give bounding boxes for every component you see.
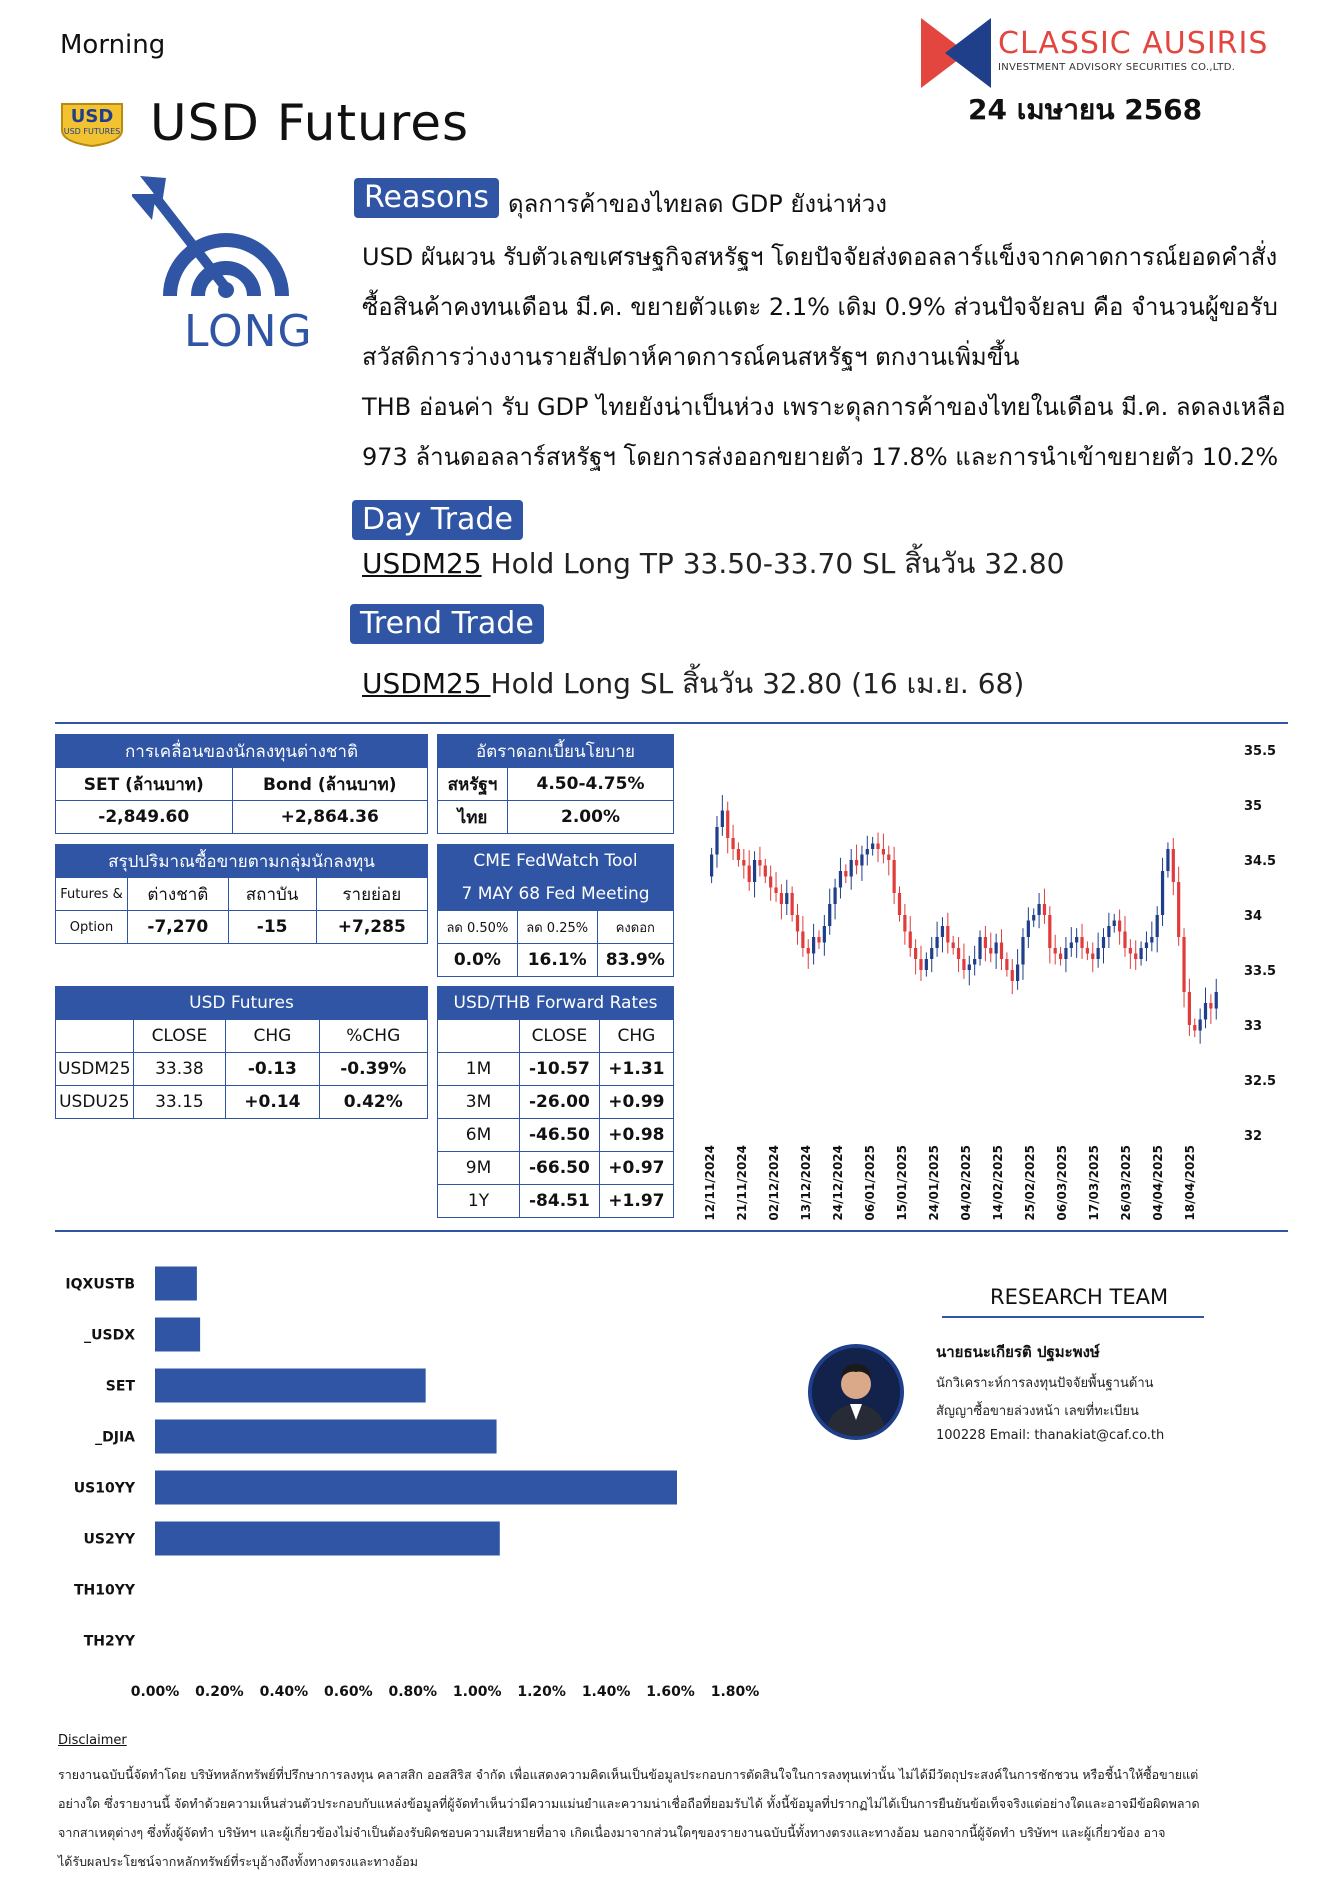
candle-body [1043,904,1046,915]
forward-rates-table [437,986,674,1218]
analyst-role: นักวิเคราะห์การลงทุนปัจจัยพื้นฐานด้าน [936,1376,1154,1391]
candle-body [887,855,890,861]
candle-body [984,937,987,948]
candle-body [1080,937,1083,948]
futures-chg: +0.14 [226,1086,319,1119]
analyst-photo-icon [812,1348,900,1436]
candle-body [796,915,799,932]
candle-body [1123,932,1126,949]
candle-body [780,893,783,904]
candle-body [1209,1003,1212,1009]
table-row [56,1053,428,1086]
research-team-underline [942,1316,1204,1318]
candle-body [925,959,928,970]
candle-body [1054,948,1057,954]
usd-futures-table [55,986,428,1119]
forward-chg: +0.98 [599,1119,673,1152]
trend-trade-text: Hold Long SL สิ้นวัน 32.80 (16 เม.ย. 68) [490,667,1025,700]
foreign-flow-col: SET (ล้านบาท) [56,768,233,801]
foreign-flow-bond: +2,864.36 [232,801,428,834]
usd-futures-col: CHG [226,1020,319,1053]
candle-body [1139,948,1142,959]
edition-label: Morning [60,30,166,60]
candle-body [1059,954,1062,960]
report-date: 24 เมษายน 2568 [968,93,1203,126]
policy-rate-table [437,734,674,834]
candle-body [876,844,879,850]
x-tick-label: 1.60% [646,1684,695,1700]
table-row [438,1152,674,1185]
candle-body [726,811,729,839]
analyst-license: สัญญาซื้อขายล่วงหน้า เลขที่ทะเบียน [936,1404,1139,1419]
y-tick-label: 34.5 [1244,854,1277,869]
candle-body [957,948,960,959]
bar-category-label: US10YY [73,1480,135,1497]
candle-body [871,844,874,850]
trend-trade-tag: Trend Trade [350,604,544,644]
divider-middle [55,1230,1288,1232]
candle-body [1070,943,1073,949]
bar-category-label: _USDX [84,1327,135,1344]
x-tick-label: 0.00% [130,1684,180,1700]
candle-body [812,937,815,954]
candle-body [1064,948,1067,959]
candle-body [898,893,901,915]
disclaimer-line: จากสาเหตุต่างๆ ซึ่งทั้งผู้จัดทำ บริษัทฯ และผู้เกี่ยวข้องไม่จำเป็นต้องรับผิดชอบความเสียหายที่อาจ เกิดเนื่องมาจากส่วนใดๆของรายงานฉบับนี้ทั้งทางตรงและทางอ้อม นอกจากนี้ผู้จัดทำ บริษัทฯ และผู้เกี่ยวข้อง อาจ [58,1825,1166,1840]
candle-body [903,915,906,932]
x-tick-label: 1.00% [452,1684,502,1700]
forward-close: -10.57 [520,1053,600,1086]
forward-tenor: 6M [438,1119,520,1152]
investor-col: ต่างชาติ [128,878,229,911]
x-tick-label: 04/04/2025 [1151,1145,1165,1221]
futures-name: USDU25 [56,1086,134,1119]
research-team-title: RESEARCH TEAM [990,1285,1169,1309]
disclaimer-line: อย่างใด ซึ่งรายงานนี้ จัดทำด้วยความเห็นส่วนตัวประกอบกับแหล่งข้อมูลที่ผู้จัดทำเห็นว่ามีความแม่นยำและความน่าเชื่อถือที่ยอมรับได้ ทั้งนี้ข้อมูลที่ปรากฏไม่ได้เป็นการยืนยันข้อเท็จจริงแต่อย่างใดและอาจมีข้อผิดพลาด [58,1796,1200,1811]
reasons-headline: ดุลการค้าของไทยลด GDP ยังน่าห่วง [508,190,887,218]
candle-body [758,860,761,866]
candle-body [930,948,933,959]
candle-body [1150,937,1153,943]
bar-category-label: TH10YY [73,1582,135,1599]
badge-text: USD FUTURES [63,127,121,136]
candle-body [742,860,745,866]
investor-value: +7,285 [316,911,427,944]
policy-rate-value: 2.00% [508,801,674,834]
investor-row-label: Option [56,911,128,944]
x-tick-label: 02/12/2024 [767,1145,781,1221]
candle-body [855,860,858,866]
candle-body [1048,915,1051,948]
candle-body [995,943,998,954]
reason-line: 973 ล้านดอลลาร์สหรัฐฯ โดยการส่งออกขยายตัว 17.8% และการนำเข้าขยายตัว 10.2% [362,443,1279,471]
candle-body [1161,871,1164,915]
x-tick-label: 25/02/2025 [1023,1145,1037,1221]
table-row [438,1185,674,1218]
signal-label: LONG [184,306,313,357]
candle-body [844,871,847,877]
forward-close: -66.50 [520,1152,600,1185]
brand-name: CLASSIC AUSIRIS [998,26,1269,61]
candle-body [731,838,734,849]
candle-body [1086,948,1089,954]
candle-body [1199,1020,1202,1031]
foreign-flow-title: การเคลื่อนของนักลงทุนต่างชาติ [56,735,428,768]
candle-body [1145,943,1148,949]
analyst-email: 100228 Email: thanakiat@caf.co.th [936,1428,1165,1443]
candle-body [785,893,788,904]
page-title: USD Futures [150,94,470,152]
candle-body [1118,921,1121,932]
reasons-tag: Reasons [354,178,499,218]
futures-name: USDM25 [56,1053,134,1086]
analyst-avatar [808,1344,904,1440]
y-tick-label: 32 [1244,1129,1263,1144]
investor-summary-title: สรุปปริมาณซื้อขายตามกลุ่มนักลงทุน [56,845,428,878]
usd-futures-col: CLOSE [133,1020,226,1053]
day-trade-tag: Day Trade [352,500,523,540]
reason-line: สวัสดิการว่างงานรายสัปดาห์คาดการณ์คนสหรัฐฯ ตกงานเพิ่มขึ้น [362,343,1020,371]
forward-col: CLOSE [520,1020,600,1053]
candle-body [1193,1025,1196,1031]
usd-futures-title: USD Futures [56,987,428,1020]
candle-body [1107,926,1110,937]
candle-body [817,937,820,943]
candle-body [893,860,896,893]
candle-body [1172,849,1175,882]
forward-close: -46.50 [520,1119,600,1152]
candle-body [1016,965,1019,982]
trend-trade-code: USDM25 [362,667,491,700]
forward-col: CHG [599,1020,673,1053]
forward-col [438,1020,520,1053]
bar-category-label: SET [105,1378,135,1395]
x-tick-label: 12/11/2024 [703,1145,717,1221]
x-tick-label: 26/03/2025 [1119,1145,1133,1221]
candle-body [1215,992,1218,1009]
y-tick-label: 32.5 [1244,1074,1277,1089]
candle-body [919,959,922,970]
y-tick-label: 35 [1244,799,1263,814]
reason-line: ซื้อสินค้าคงทนเดือน มี.ค. ขยายตัวแตะ 2.1% เดิม 0.9% ส่วนปัจจัยลบ คือ จำนวนผู้ขอรับ [362,293,1278,321]
x-tick-label: 06/01/2025 [863,1145,877,1221]
candle-body [978,937,981,959]
candle-body [989,948,992,954]
investor-row-label: Futures & [56,878,128,911]
candle-body [866,849,869,855]
candle-body [1027,921,1030,938]
x-tick-label: 15/01/2025 [895,1145,909,1221]
forward-tenor: 1M [438,1053,520,1086]
disclaimer-line: ได้รับผลประโยชน์จากหลักทรัพย์ที่ระบุอ้างถึงทั้งทางตรงและทางอ้อม [58,1854,418,1869]
table-row [438,1086,674,1119]
candle-body [1000,943,1003,960]
y-tick-label: 35.5 [1244,744,1277,759]
forward-chg: +0.99 [599,1086,673,1119]
candle-body [973,959,976,965]
candle-body [1102,937,1105,948]
y-tick-label: 34 [1244,909,1263,924]
bar [155,1369,426,1403]
futures-pct: 0.42% [319,1086,427,1119]
candle-body [753,860,756,882]
x-tick-label: 0.60% [324,1684,373,1700]
investor-value: -15 [228,911,316,944]
policy-rate-label: ไทย [438,801,508,834]
brand-subtitle: INVESTMENT ADVISORY SECURITIES CO.,LTD. [998,62,1236,73]
x-tick-label: 06/03/2025 [1055,1145,1069,1221]
candle-body [1021,937,1024,965]
fedwatch-value: 0.0% [438,944,518,977]
table-row [56,1086,428,1119]
candle-body [764,866,767,877]
fedwatch-table [437,844,674,977]
candle-body [839,871,842,888]
candle-body [710,855,713,877]
candle-body [774,888,777,894]
bar [155,1420,497,1454]
policy-rate-title: อัตราดอกเบี้ยนโยบาย [438,735,674,768]
candle-body [968,965,971,971]
day-trade-line [362,542,1064,586]
disclaimer-line: รายงานฉบับนี้จัดทำโดย บริษัทหลักทรัพย์ที่ปรึกษาการลงทุน คลาสสิก ออสสิริส จำกัด เพื่อแสดงความคิดเห็นเป็นข้อมูลประกอบการตัดสินใจในการลงทุนเท่านั้น ไม่ได้มีวัตถุประสงค์ในการชักชวน หรือชี้นำให้ซื้อขายแต่ [58,1767,1199,1782]
fedwatch-title: CME FedWatch Tool [438,845,674,878]
candle-body [833,888,836,905]
candle-body [715,827,718,855]
bar [155,1471,677,1505]
fedwatch-meeting: 7 MAY 68 Fed Meeting [438,878,674,911]
investor-col: สถาบัน [228,878,316,911]
candle-body [801,932,804,949]
forward-close: -84.51 [520,1185,600,1218]
forward-chg: +1.97 [599,1185,673,1218]
bar-category-label: US2YY [83,1531,135,1548]
candle-body [909,932,912,949]
fedwatch-col: คงดอก [597,911,673,944]
candle-body [1129,948,1132,954]
fedwatch-col: ลด 0.25% [517,911,597,944]
day-trade-code: USDM25 [362,547,482,580]
candle-body [823,926,826,943]
candle-body [1091,954,1094,960]
forward-chg: +1.31 [599,1053,673,1086]
analyst-name: นายธนะเกียรติ ปฐมะพงษ์ [936,1343,1100,1361]
x-tick-label: 18/04/2025 [1183,1145,1197,1221]
candle-body [1188,992,1191,1025]
candle-body [748,866,751,883]
usd-futures-col: %CHG [319,1020,427,1053]
candle-body [1182,937,1185,992]
table-row [438,1119,674,1152]
futures-chg: -0.13 [226,1053,319,1086]
market-change-bar-chart [55,1240,775,1710]
candle-body [1177,882,1180,937]
reason-line: USD ผันผวน รับตัวเลขเศรษฐกิจสหรัฐฯ โดยปัจจัยส่งดอลลาร์แข็งจากคาดการณ์ยอดคำสั่ง [362,243,1278,271]
forward-tenor: 9M [438,1152,520,1185]
candle-body [769,877,772,888]
bar [155,1318,200,1352]
candle-body [850,860,853,877]
x-tick-label: 13/12/2024 [799,1145,813,1221]
futures-close: 33.38 [133,1053,226,1086]
candle-body [941,926,944,937]
day-trade-text: Hold Long TP 33.50-33.70 SL สิ้นวัน 32.80 [481,547,1065,580]
y-tick-label: 33.5 [1244,964,1277,979]
forward-rates-title: USD/THB Forward Rates [438,987,674,1020]
policy-rate-value: 4.50-4.75% [508,768,674,801]
candle-body [952,943,955,949]
bar-category-label: _DJIA [95,1429,135,1446]
candle-body [1113,921,1116,927]
x-tick-label: 21/11/2024 [735,1145,749,1221]
candle-body [1134,954,1137,960]
x-tick-label: 1.80% [710,1684,760,1700]
candle-body [737,849,740,860]
x-tick-label: 04/02/2025 [959,1145,973,1221]
futures-pct: -0.39% [319,1053,427,1086]
candle-body [791,893,794,915]
fedwatch-col: ลด 0.50% [438,911,518,944]
x-tick-label: 0.20% [195,1684,244,1700]
fedwatch-value: 83.9% [597,944,673,977]
foreign-flow-set: -2,849.60 [56,801,233,834]
candle-body [1156,915,1159,937]
investor-col: รายย่อย [316,878,427,911]
bar-category-label: IQXUSTB [65,1276,135,1293]
investor-value: -7,270 [128,911,229,944]
candle-body [935,937,938,948]
trend-trade-line [362,662,1024,706]
candle-body [914,948,917,959]
x-tick-label: 24/12/2024 [831,1145,845,1221]
candle-body [962,959,965,970]
candle-body [882,849,885,855]
forward-chg: +0.97 [599,1152,673,1185]
candle-body [1097,948,1100,959]
company-logo-icon [921,18,991,88]
usd-futures-col [56,1020,134,1053]
candle-body [1037,904,1040,915]
usd-candlestick-chart [690,730,1288,1228]
divider-top [55,722,1288,724]
x-tick-label: 0.80% [388,1684,438,1700]
candle-body [946,926,949,943]
x-tick-label: 1.20% [517,1684,566,1700]
svg-text:USD: USD [70,106,114,127]
candle-body [807,948,810,954]
x-tick-label: 14/02/2025 [991,1145,1005,1221]
candle-body [1032,915,1035,921]
bar-category-label: TH2YY [83,1633,135,1650]
candle-body [1011,970,1014,981]
foreign-flow-table [55,734,428,834]
candle-body [828,904,831,926]
table-row [438,1053,674,1086]
forward-close: -26.00 [520,1086,600,1119]
candle-body [1005,959,1008,970]
policy-rate-label: สหรัฐฯ [438,768,508,801]
candle-body [860,855,863,866]
forward-tenor: 3M [438,1086,520,1119]
x-tick-label: 0.40% [259,1684,309,1700]
usd-futures-badge-icon [58,100,126,148]
x-tick-label: 17/03/2025 [1087,1145,1101,1221]
reason-line: THB อ่อนค่า รับ GDP ไทยยังน่าเป็นห่วง เพราะดุลการค้าของไทยในเดือน มี.ค. ลดลงเหลือ [362,393,1286,421]
bar [155,1522,500,1556]
x-tick-label: 1.40% [581,1684,631,1700]
bar [155,1267,197,1301]
fedwatch-value: 16.1% [517,944,597,977]
candle-body [1075,937,1078,943]
target-dart-icon [132,158,318,328]
futures-close: 33.15 [133,1086,226,1119]
forward-tenor: 1Y [438,1185,520,1218]
disclaimer-text [58,1760,1288,1876]
foreign-flow-col: Bond (ล้านบาท) [232,768,428,801]
x-tick-label: 24/01/2025 [927,1145,941,1221]
candle-body [1166,849,1169,871]
investor-summary-table [55,844,428,944]
candle-body [1204,1003,1207,1020]
disclaimer-title: Disclaimer [58,1733,127,1748]
y-tick-label: 33 [1244,1019,1263,1034]
candle-body [721,811,724,828]
